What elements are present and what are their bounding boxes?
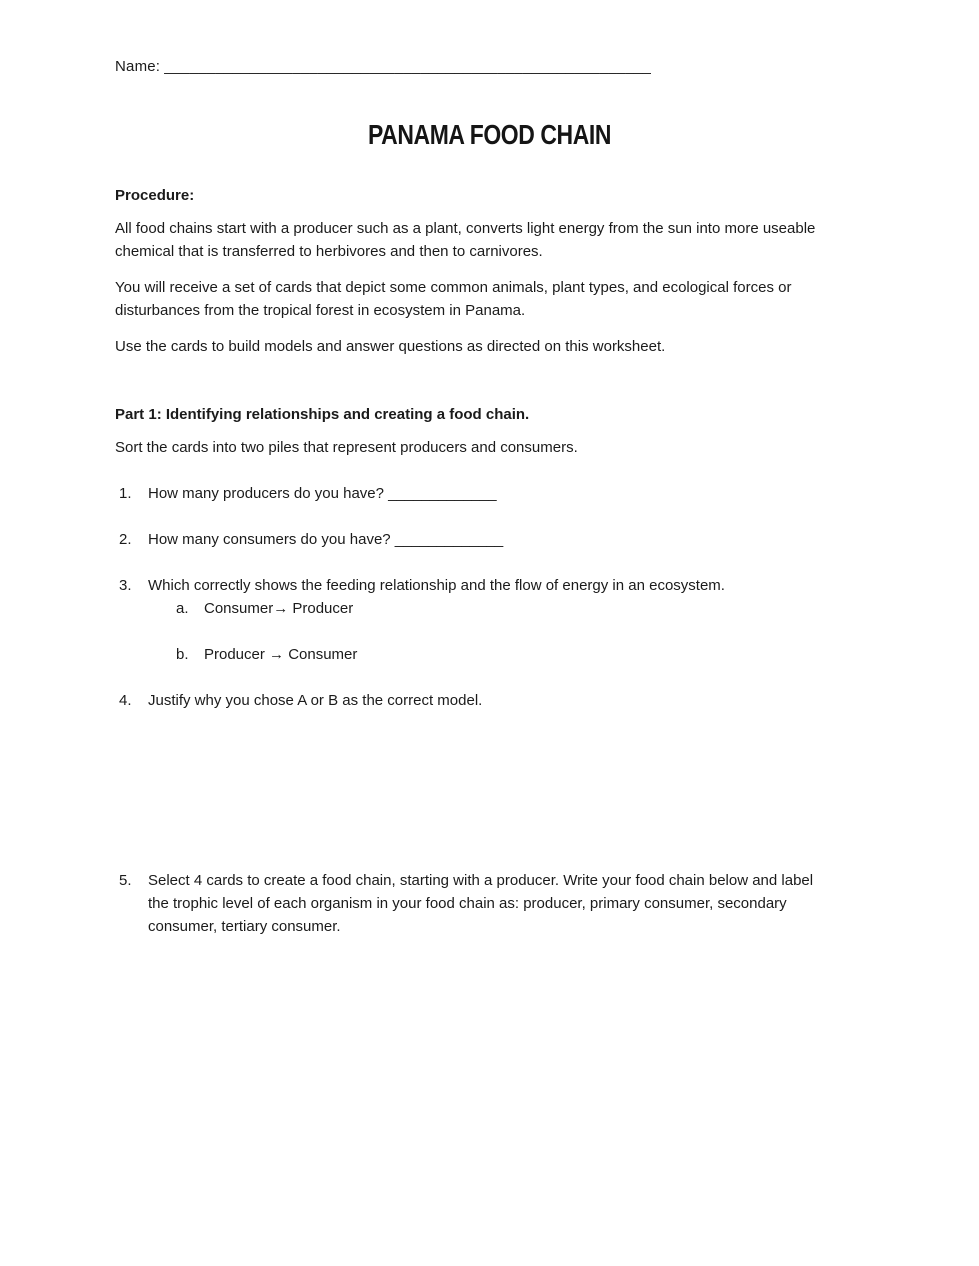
question-1 [115, 482, 864, 505]
question-5-number: 5. [119, 872, 132, 889]
option-a-letter: a. [176, 600, 189, 617]
question-list [115, 482, 864, 938]
option-b-text: Producer → Consumer [204, 646, 358, 663]
procedure-paragraph-1: All food chains start with a producer such as a plant, converts light energy from the sun into more useable chemical that is transferred to herbivores and then to carnivores. [115, 220, 816, 260]
question-2-text: How many consumers do you have? _____________ [148, 531, 504, 548]
procedure-paragraph-3: Use the cards to build models and answer questions as directed on this worksheet. [115, 338, 666, 355]
question-4-number: 4. [119, 692, 132, 709]
part1-heading: Part 1: Identifying relationships and creating a food chain. [115, 406, 530, 423]
procedure-paragraph-2: You will receive a set of cards that depict some common animals, plant types, and ecological forces or disturbances from the tropical forest in ecosystem in Panama. [115, 279, 792, 319]
question-3-number: 3. [119, 577, 132, 594]
question-4 [115, 689, 864, 712]
question-2 [115, 528, 864, 551]
procedure-heading: Procedure: [115, 187, 195, 204]
question-5 [115, 869, 864, 938]
question-1-number: 1. [119, 485, 132, 502]
question-3-text: Which correctly shows the feeding relationship and the flow of energy in an ecosystem. [148, 577, 725, 594]
name-label: Name: [115, 58, 161, 75]
question-3-options [148, 597, 838, 666]
page-title: PANAMA FOOD CHAIN [367, 119, 612, 150]
question-2-number: 2. [119, 531, 132, 548]
option-b-letter: b. [176, 646, 189, 663]
name-row [115, 58, 864, 75]
part1-intro: Sort the cards into two piles that represent producers and consumers. [115, 439, 578, 456]
option-a [148, 597, 838, 620]
question-5-text: Select 4 cards to create a food chain, starting with a producer. Write your food chain below and label the trophic level of each organism in your food chain as: producer, primary consumer, secondary consumer, tertiary consumer. [148, 872, 814, 935]
question-4-text: Justify why you chose A or B as the correct model. [148, 692, 483, 709]
question-1-text: How many producers do you have? _____________ [148, 485, 497, 502]
question-3 [115, 574, 864, 666]
option-a-text: Consumer→ Producer [204, 600, 354, 617]
option-b [148, 643, 838, 666]
name-blank-line: _________________________________________________________ [164, 58, 652, 75]
